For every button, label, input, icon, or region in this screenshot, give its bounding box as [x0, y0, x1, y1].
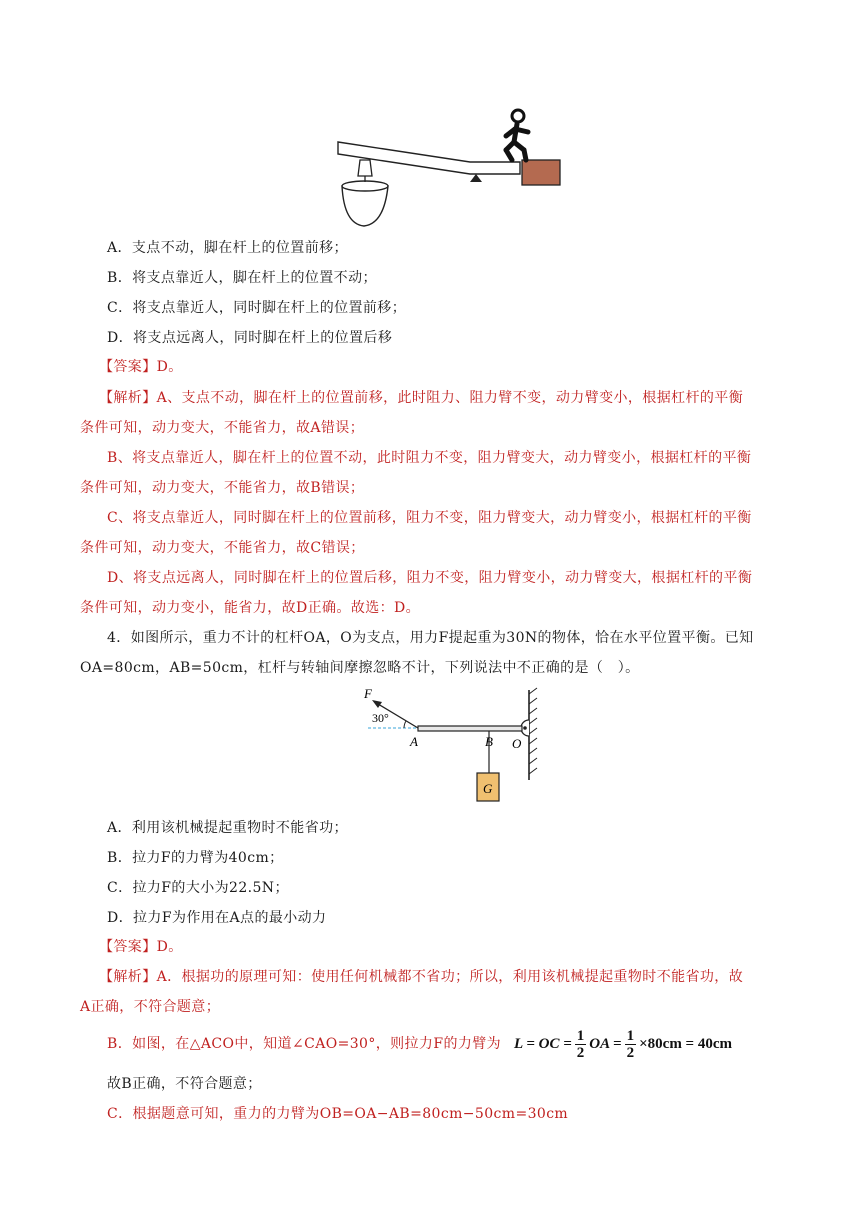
formula-frac2-den: 2	[626, 1044, 635, 1061]
formula-arm-length	[514, 1024, 732, 1064]
q4-stem-line: 4．如图所示，重力不计的杠杆OA，O为支点，用力F提起重为30N的物体，恰在水平位置平衡。已知	[107, 630, 754, 646]
q3-analysis-line: 条件可知，动力变大，不能省力，故A错误；	[80, 420, 365, 436]
formula-lhs: L = OC =	[514, 1035, 572, 1052]
brick-block	[522, 160, 560, 185]
q4-analysis-b-text: B．如图，在△ACO中，知道∠CAO=30°，则拉力F的力臂为	[107, 1036, 502, 1052]
lever-bar	[418, 726, 522, 731]
q4-option-a: A．利用该机械提起重物时不能省功；	[107, 820, 348, 836]
q4-answer: 【答案】D。	[99, 939, 183, 955]
lever-person-figure	[330, 102, 570, 232]
q3-answer: 【答案】D。	[99, 359, 183, 375]
label-a: A	[410, 734, 418, 749]
q4-option-c: C．拉力F的大小为22.5N；	[107, 880, 289, 896]
formula-mid: OA =	[589, 1035, 622, 1052]
bowl-shape	[342, 186, 388, 226]
q3-analysis-line: C、将支点靠近人，同时脚在杆上的位置前移，阻力不变，阻力臂变大，动力臂变小，根据杠杆的平衡	[107, 510, 752, 526]
q3-analysis-line: D、将支点远离人，同时脚在杆上的位置后移，阻力不变，阻力臂变小，动力臂变大，根据杠杆的平衡	[107, 570, 753, 586]
person-figure	[506, 110, 528, 160]
formula-frac1-num: 1	[576, 1027, 585, 1044]
label-b: B	[485, 734, 493, 749]
q4-analysis-line: 【解析】A．根据功的原理可知：使用任何机械都不省功；所以，利用该机械提起重物时不能省功，故	[99, 969, 744, 985]
q3-analysis-line: 【解析】A、支点不动，脚在杆上的位置前移，此时阻力、阻力臂不变，动力臂变小，根据杠杆的平衡	[99, 390, 744, 406]
label-f: F	[364, 686, 372, 701]
lever-force-figure	[358, 684, 548, 809]
q3-option-c: C．将支点靠近人，同时脚在杆上的位置前移；	[107, 300, 407, 316]
label-o: O	[512, 736, 522, 751]
q4-analysis-b-end: 故B正确，不符合题意；	[107, 1076, 262, 1092]
label-angle: 30°	[372, 711, 389, 725]
q3-analysis-line: 条件可知，动力变小，能省力，故D正确。故选：D。	[80, 600, 421, 616]
formula-frac1-den: 2	[576, 1044, 585, 1061]
pivot-triangle	[470, 174, 482, 182]
q4-analysis-line: A正确，不符合题意；	[80, 999, 221, 1015]
q4-option-b: B．拉力F的力臂为40cm；	[107, 850, 284, 866]
formula-rhs: ×80cm = 40cm	[639, 1035, 733, 1052]
q3-option-b: B．将支点靠近人，脚在杆上的位置不动；	[107, 270, 377, 286]
q3-analysis-line: B、将支点靠近人，脚在杆上的位置不动，此时阻力不变，阻力臂变大，动力臂变小，根据杠杆的平衡	[107, 450, 752, 466]
q4-analysis-c: C．根据题意可知，重力的力臂为OB=OA−AB=80cm−50cm=30cm	[107, 1106, 569, 1122]
q3-analysis-line: 条件可知，动力变大，不能省力，故B错误；	[80, 480, 365, 496]
q4-stem-line: OA=80cm，AB=50cm，杠杆与转轴间摩擦忽略不计，下列说法中不正确的是（ ）。	[80, 660, 640, 676]
q3-option-a: A．支点不动，脚在杆上的位置前移；	[107, 240, 348, 256]
q3-analysis-line: 条件可知，动力变大，不能省力，故C错误；	[80, 540, 365, 556]
formula-frac2-num: 1	[626, 1027, 635, 1044]
q4-option-d: D．拉力F为作用在A点的最小动力	[107, 910, 327, 926]
label-g: G	[483, 781, 493, 796]
q3-option-d: D．将支点远离人，同时脚在杆上的位置后移	[107, 330, 393, 346]
